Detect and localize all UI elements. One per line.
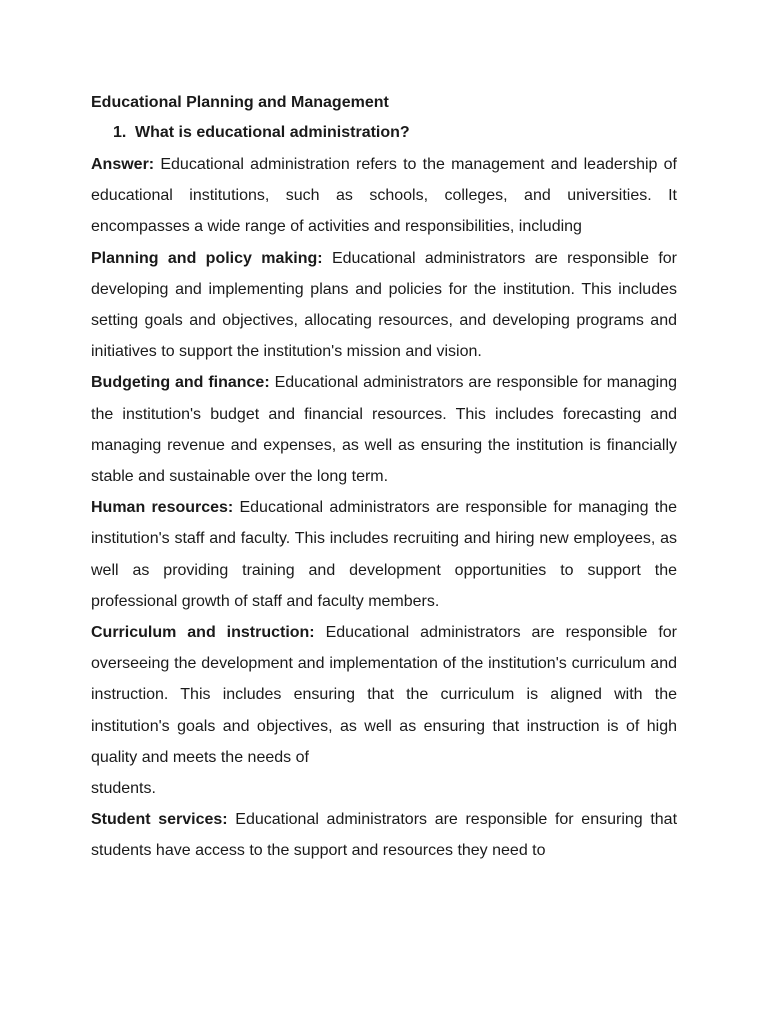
document-page [91,90,677,867]
answer-paragraph [91,149,677,243]
section-trailing-line: students. [91,780,156,798]
question-heading [91,120,677,146]
section-student-services [91,804,677,866]
answer-text: Educational administration refers to the management and leadership of educational institutions, such as schools, colleges, and universities. It encompasses a wide range of activities and responsibilities, including [91,156,677,236]
section-text: Educational administrators are responsible for managing the institution's budget and financial resources. This includes forecasting and managing revenue and expenses, as well as ensuring the institution is financially stable and sustainable over the long term. [91,374,677,486]
section-budgeting-finance [91,367,677,492]
section-text: Educational administrators are responsible for overseeing the development and implementation of the institution's curriculum and instruction. This includes ensuring that the curriculum is aligned with the institution's goals and objectives, as well as ensuring that instruction is of high quality and meets the needs of [91,624,678,766]
section-heading: Human resources: [91,499,234,517]
section-text: Educational administrators are responsible for ensuring that students have access to the support and resources they need to [91,811,678,860]
answer-label: Answer: [91,156,155,173]
section-heading: Planning and policy making: [91,249,323,267]
section-human-resources [91,492,677,617]
question-text: What is educational administration? [135,124,410,141]
document-title: Educational Planning and Management [91,94,389,111]
question-number: 1. [113,124,127,141]
section-curriculum-instruction [91,617,677,773]
section-text: Educational administrators are responsible for managing the institution's staff and faculty. This includes recruiting and hiring new employees, as well as providing training and development opportunities to support the professional growth of staff and faculty members. [91,499,677,610]
section-heading: Curriculum and instruction: [91,624,315,642]
section-text: Educational administrators are responsible for developing and implementing plans and policies for the institution. This includes setting goals and objectives, allocating resources, and developing programs and initiatives to support the institution's mission and vision. [91,249,677,361]
section-heading: Budgeting and finance: [91,374,270,392]
section-planning-policy [91,243,677,368]
section-heading: Student services: [91,811,228,829]
